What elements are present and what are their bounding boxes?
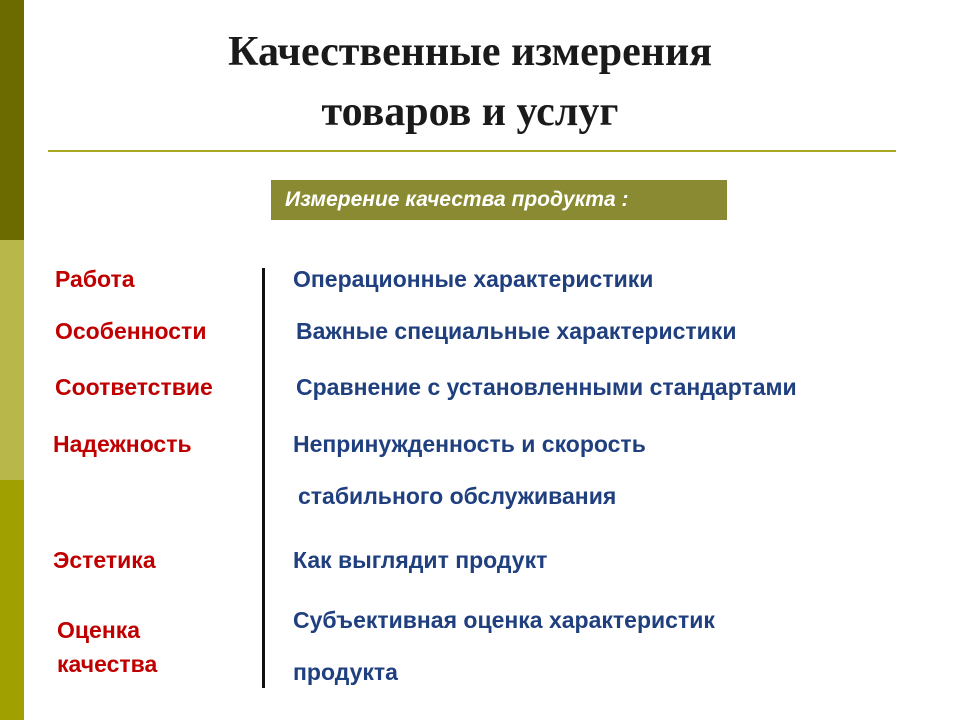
subtitle-box: Измерение качества продукта : [271,180,727,220]
vertical-divider [262,268,265,688]
desc-otsenka-line-2: продукта [293,659,398,685]
desc-otsenka-line-1: Субъективная оценка характеристик [293,607,715,633]
desc-nadezhnost-line-2: стабильного обслуживания [298,483,617,509]
desc-sootvetstvie: Сравнение с установленными стандартами [296,374,797,400]
term-nadezhnost: Надежность [53,431,192,457]
title-line-1: Качественные измерения [228,29,712,75]
title-line-2: товаров и услуг [321,89,619,135]
slide-title [40,22,900,142]
term-otsenka-line-2: качества [57,651,158,677]
desc-rabota: Операционные характеристики [293,266,654,292]
desc-nadezhnost [293,418,646,522]
term-otsenka-line-1: Оценка [57,617,141,643]
side-accent-bar-bottom [0,480,24,720]
term-estetika: Эстетика [53,547,156,573]
term-rabota: Работа [55,266,135,292]
term-otsenka-kachestva [57,613,157,681]
side-accent-bar-middle [0,240,24,480]
desc-osobennosti: Важные специальные характеристики [296,318,737,344]
desc-nadezhnost-line-1: Непринужденность и скорость [293,431,646,457]
desc-estetika: Как выглядит продукт [293,547,548,573]
title-underline [48,150,896,152]
term-osobennosti: Особенности [55,318,207,344]
desc-otsenka-kachestva [293,594,715,698]
side-accent-bar-top [0,0,24,240]
term-sootvetstvie: Соответствие [55,374,213,400]
